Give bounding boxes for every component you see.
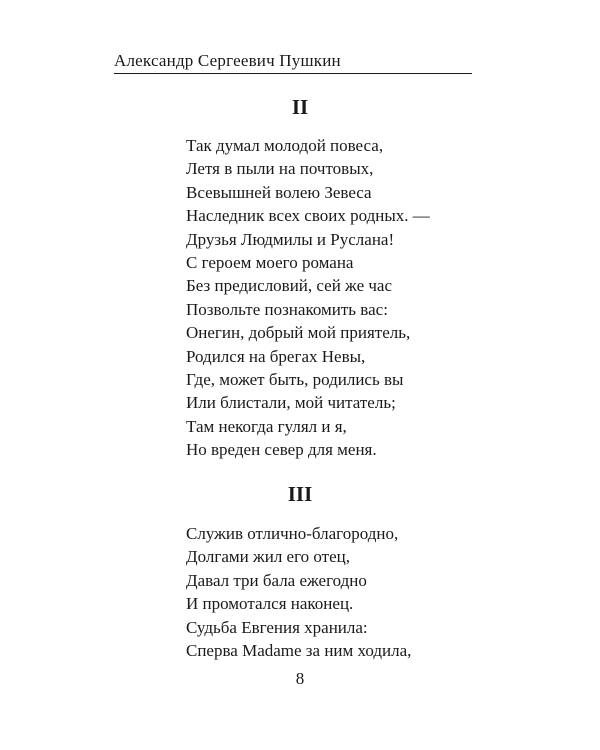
stanza-text	[186, 134, 430, 462]
verse-line: Без предисловий, сей же час	[186, 276, 393, 296]
verse-line: Где, может быть, родились вы	[186, 370, 404, 390]
verse-line: Но вреден север для меня.	[186, 440, 377, 460]
verse-line: Служив отлично-благородно,	[186, 524, 399, 543]
page-number: 8	[295, 669, 305, 688]
stanza-number: II	[291, 95, 309, 119]
verse-line: Давал три бала ежегодно	[186, 570, 367, 590]
header-rule	[114, 73, 472, 74]
verse-line: Или блистали, мой читатель;	[186, 393, 396, 413]
verse-line: Позвольте познакомить вас:	[186, 299, 388, 319]
verse-line: Всевышней волею Зевеса	[186, 182, 372, 202]
verse-line: С героем моего романа	[186, 253, 354, 273]
running-head-author: Александр Сергеевич Пушкин	[114, 51, 341, 70]
stanza-text	[186, 522, 411, 662]
stanza-number: III	[287, 482, 313, 506]
verse-line: Летя в пыли на почтовых,	[186, 159, 374, 179]
verse-line: Судьба Евгения хранила:	[186, 617, 368, 637]
verse-line: Друзья Людмилы и Руслана!	[186, 229, 395, 249]
verse-line: Долгами жил его отец,	[186, 547, 350, 567]
verse-line: Сперва Madame за ним ходила,	[186, 641, 412, 661]
verse-line: Онегин, добрый мой приятель,	[186, 323, 411, 343]
verse-line: Там некогда гулял и я,	[186, 416, 347, 436]
verse-line: Родился на брегах Невы,	[186, 346, 366, 366]
verse-line: Так думал молодой повеса,	[186, 136, 384, 155]
verse-line: И промотался наконец.	[186, 594, 354, 614]
verse-line: Наследник всех своих родных. —	[186, 206, 430, 226]
